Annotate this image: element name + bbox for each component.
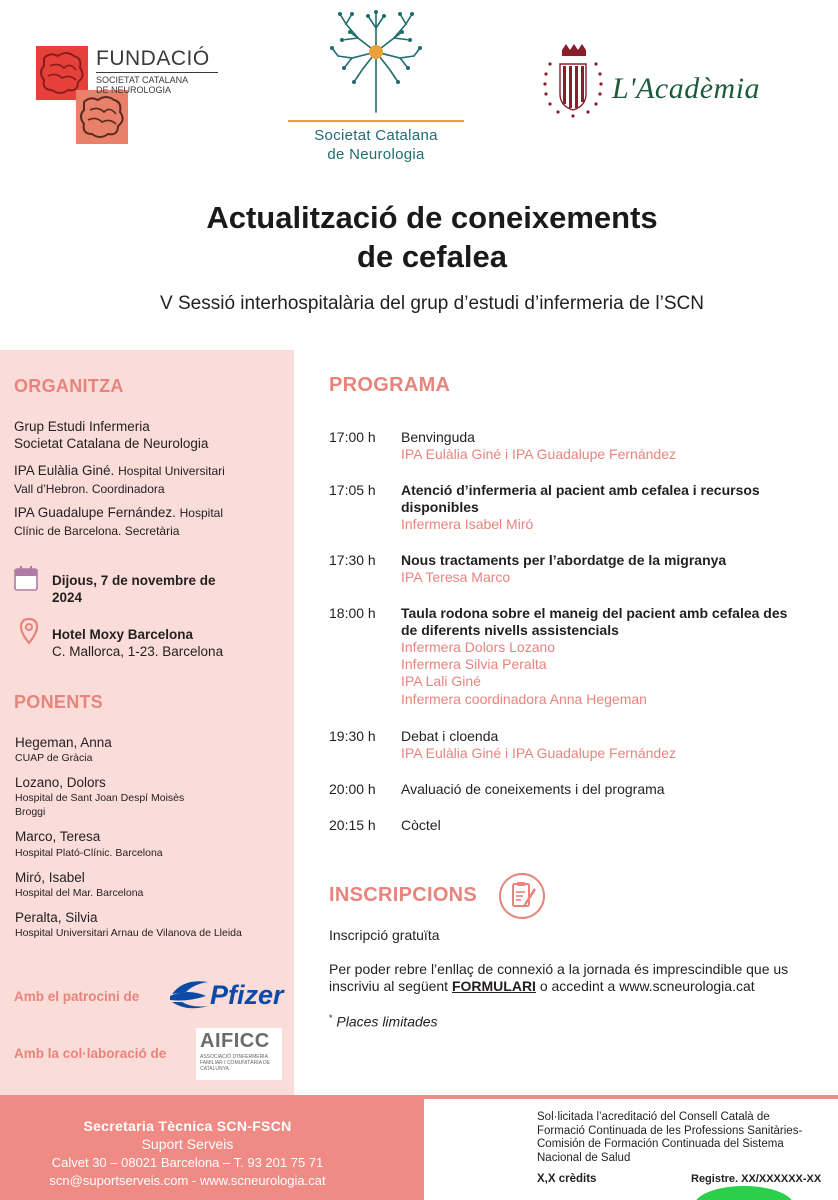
footer-contact: scn@suportserveis.com - www.scneurologia.cat [49,1173,326,1188]
panel-speaker-2: Infermera Silvia Peralta [401,656,547,673]
speaker-affiliation: Hospital de Sant Joan Despí Moisès Broggi [15,792,185,818]
page-subtitle: V Sessió interhospitalària del grup d’estudi d’infermeria de l’SCN [160,293,704,314]
collaboration-label: Amb la col·laboració de [14,1046,167,1061]
location-pin-icon [18,617,40,645]
venue-address: C. Mallorca, 1-23. Barcelona [52,644,224,659]
event-date-1: Dijous, 7 de novembre de [52,573,216,588]
session-time: 20:00 h [329,781,376,797]
session-time: 19:30 h [329,728,376,744]
secretary-name: IPA Guadalupe Fernández. [14,505,176,520]
calendar-icon [14,565,38,591]
event-date [52,572,292,606]
organizer-secretary [14,504,286,540]
limited-places-note [329,1013,438,1030]
sponsor-label: Amb el patrocini de [14,989,140,1004]
speaker-name: Marco, Teresa [15,829,101,844]
speaker-name: Lozano, Dolors [15,775,106,790]
speaker-name: Peralta, Silvia [15,910,98,925]
session-title: Nous tractaments per l’abordatge de la migranya [401,552,727,568]
session-speaker: IPA Teresa Marco [401,569,511,585]
session-time: 17:05 h [329,482,376,498]
registration-form-link[interactable]: FORMULARI [451,978,536,994]
scn-name [288,126,464,164]
scn-rule [288,120,464,122]
session-title: Atenció d’infermeria al pacient amb cefalea i recursos disponibles [401,482,760,515]
scn-name-1: Societat Catalana [314,127,438,144]
coordinator-aff-2: Vall d’Hebron. Coordinadora [14,482,165,496]
programa-heading: PROGRAMA [329,374,451,396]
footer-company: Suport Serveis [141,1136,234,1152]
session-speaker [401,639,801,708]
academia-name: L'Acadèmia [612,72,761,105]
organizer-group [14,418,286,452]
registration-free: Inscripció gratuïta [329,927,440,943]
secretary-aff-2: Clínic de Barcelona. Secretària [14,524,180,538]
registration-text [329,961,819,995]
title-line-1: Actualització de coneixements [206,200,658,235]
fundacio-logo [36,44,226,148]
crown-shield-icon [540,42,606,122]
inscripcions-heading: INSCRIPCIONS [329,884,478,906]
aficc-logo [196,1028,282,1080]
session-time: 17:00 h [329,429,376,445]
session-speaker: IPA Eulàlia Giné i IPA Guadalupe Fernández [401,745,676,761]
pfizer-wordmark: Pfizer [210,980,284,1010]
coordinator-aff-1: Hospital Universitari [118,464,225,478]
session-speaker: Infermera Isabel Miró [401,516,534,532]
title-line-2: de cefalea [357,239,507,274]
speaker-affiliation: CUAP de Gràcia [15,752,93,764]
credits: X,X crèdits [537,1173,597,1185]
fundacio-subtitle [96,71,226,95]
speaker-name: Hegeman, Anna [15,735,112,750]
scn-logo [288,8,464,163]
session-time: 18:00 h [329,605,376,621]
session-time: 17:30 h [329,552,376,568]
page-title [0,198,838,276]
note-asterisk: * [329,1013,333,1023]
form-clipboard-icon [498,872,546,920]
session-title: Taula rodona sobre el maneig del pacient amb cefalea des de diferents nivells assistencials [401,605,788,638]
session-title: Benvinguda [401,429,475,445]
registration-text-1: Per poder rebre l’enllaç de connexió a la jornada és imprescindible que us inscriviu al següent [329,961,789,994]
speaker-affiliation: Hospital Plató-Clínic. Barcelona [15,847,163,859]
scn-name-2: de Neurologia [327,146,425,163]
organizer-coordinator [14,462,286,498]
session-speaker: IPA Eulàlia Giné i IPA Guadalupe Fernández [401,446,676,462]
aficc-subtitle: ASSOCIACIÓ D'INFERMERIA FAMILIAR I COMUNITÀRIA DE CATALUNYA [200,1054,271,1072]
accreditation-text: Sol·licitada l’acreditació del Consell Català de Formació Continuada de les Professions Sanitàries-Comisión de Formación Continuada del Sistema Nacional de Salud [537,1111,803,1164]
organizer-group-2: Societat Catalana de Neurologia [14,436,209,451]
speaker-affiliation: Hospital Universitari Arnau de Vilanova de Lleida [15,927,242,939]
session-time: 20:15 h [329,817,376,833]
venue-name: Hotel Moxy Barcelona [52,627,194,642]
panel-speaker-4: Infermera coordinadora Anna Hegeman [401,690,647,707]
fundacio-rule [96,72,218,73]
panel-speaker-3: IPA Lali Giné [401,673,481,690]
registration-number: Registre. XX/XXXXXX-XX [691,1173,822,1185]
fundacio-sub-2: DE NEUROLOGIA [96,85,172,95]
neuron-tree-icon [288,8,464,120]
speaker-name: Miró, Isabel [15,870,85,885]
coordinator-name: IPA Eulàlia Giné. [14,463,115,478]
aficc-wordmark: AIFICC [200,1030,270,1052]
event-date-2: 2024 [52,590,83,605]
organizer-group-1: Grup Estudi Infermeria [14,419,150,434]
speaker-affiliation: Hospital del Mar. Barcelona [15,887,144,899]
pfizer-logo [168,972,284,1022]
note-text: Places limitades [336,1013,438,1030]
fundacio-title: FUNDACIÓ [96,47,210,70]
session-title: Avaluació de coneixements i del programa [401,781,665,797]
secretary-aff-1: Hospital [179,506,223,520]
session-title: Còctel [401,817,441,833]
panel-speaker-1: Infermera Dolors Lozano [401,639,556,655]
registration-text-2: o accedint a www.scneurologia.cat [539,978,755,994]
organitza-heading: ORGANITZA [14,376,124,396]
session-title: Debat i cloenda [401,728,499,744]
footer-secretariat: Secretaria Tècnica SCN-FSCN [83,1118,292,1134]
footer-address: Calvet 30 – 08021 Barcelona – T. 93 201 75 71 [51,1155,324,1170]
academia-logo [540,42,796,122]
ponents-heading: PONENTS [14,692,104,712]
fundacio-sub-1: SOCIETAT CATALANA [96,75,189,85]
event-venue [52,626,292,660]
